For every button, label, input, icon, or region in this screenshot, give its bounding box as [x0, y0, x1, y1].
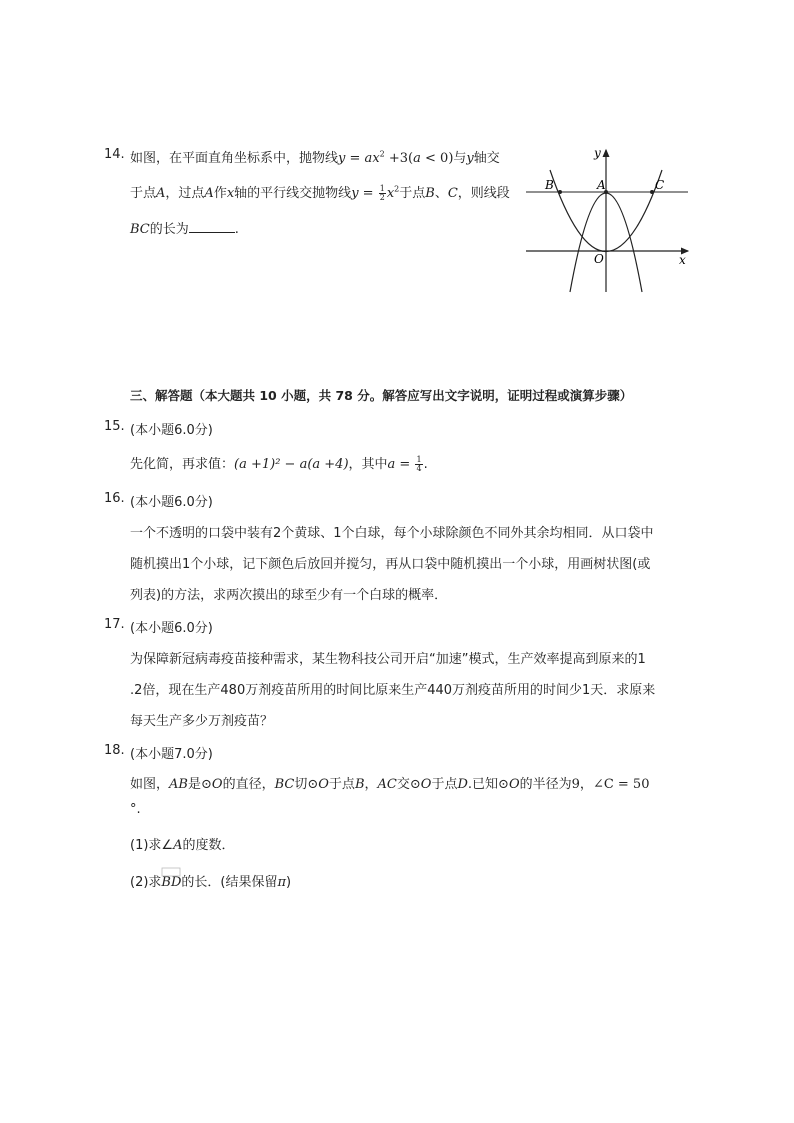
q15-number: 15.: [104, 419, 125, 434]
q15-fraction: $\frac{1}{4}$: [416, 455, 422, 473]
q18-line1: 如图，AB是⊙O的直径，BC切⊙O于点B，AC交⊙O于点D.已知⊙O的半径为9，∠C = 50: [130, 777, 650, 792]
label-A: A: [597, 178, 606, 192]
q18-line2: °.: [130, 802, 141, 817]
q16-line1: 一个不透明的口袋中装有2个黄球、1个白球，每个小球除颜色不同外其余均相同．从口袋中: [130, 526, 654, 541]
label-O: O: [594, 252, 604, 266]
point-B: [558, 190, 562, 194]
q17-line1: 为保障新冠病毒疫苗接种需求，某生物科技公司开启“加速”模式，生产效率提高到原来的1: [130, 652, 646, 667]
q18-part2: (2)求 BD的长．(结果保留π): [130, 871, 291, 890]
q14-line3: BC的长为 .: [130, 222, 239, 237]
q16-score: (本小题6.0分): [130, 495, 213, 510]
arc-BD: BD: [161, 875, 181, 890]
q15-body: 先化简，再求值：(a +1)² − a(a +4)，其中a = $\frac{1}{4}$ .: [130, 455, 428, 473]
q18-part1: (1)求∠A的度数．: [130, 838, 235, 853]
q14-fraction: $\frac{1}{2}$: [379, 184, 385, 202]
point-C: [650, 190, 654, 194]
q16-line2: 随机摸出1个小球，记下颜色后放回并搅匀，再从口袋中随机摸出一个小球，用画树状图(或: [130, 557, 651, 572]
q14-line2: 于点A，过点A作x轴的平行线交抛物线y = $\frac{1}{2}$ $x^2$于点B、C，则线段: [130, 184, 510, 202]
q16-line3: 列表)的方法，求两次摸出的球至少有一个白球的概率．: [130, 588, 448, 603]
section-header: 三、解答题（本大题共 10 小题，共 78 分。解答应写出文字说明，证明过程或演算步骤）: [130, 388, 633, 403]
q15-score: (本小题6.0分): [130, 423, 213, 438]
answer-blank: [189, 222, 235, 233]
q17-line3: 每天生产多少万剂疫苗？: [130, 714, 274, 729]
label-B: B: [545, 178, 554, 192]
label-x: x: [679, 253, 686, 267]
q16-number: 16.: [104, 491, 125, 506]
q17-score: (本小题6.0分): [130, 621, 213, 636]
label-y: y: [594, 146, 601, 160]
q14-number: 14.: [104, 147, 125, 162]
label-C: C: [655, 178, 665, 192]
q18-score: (本小题7.0分): [130, 747, 213, 762]
q17-number: 17.: [104, 617, 125, 632]
q18-number: 18.: [104, 743, 125, 758]
q14-line1: 如图，在平面直角坐标系中，抛物线$y = ax^2 +3(a < 0)$与y轴交: [130, 149, 500, 166]
q17-line2: .2倍，现在生产480万剂疫苗所用的时间比原来生产440万剂疫苗所用的时间少1天．求原来: [130, 683, 656, 698]
q14-parabola-graph: [518, 140, 698, 300]
